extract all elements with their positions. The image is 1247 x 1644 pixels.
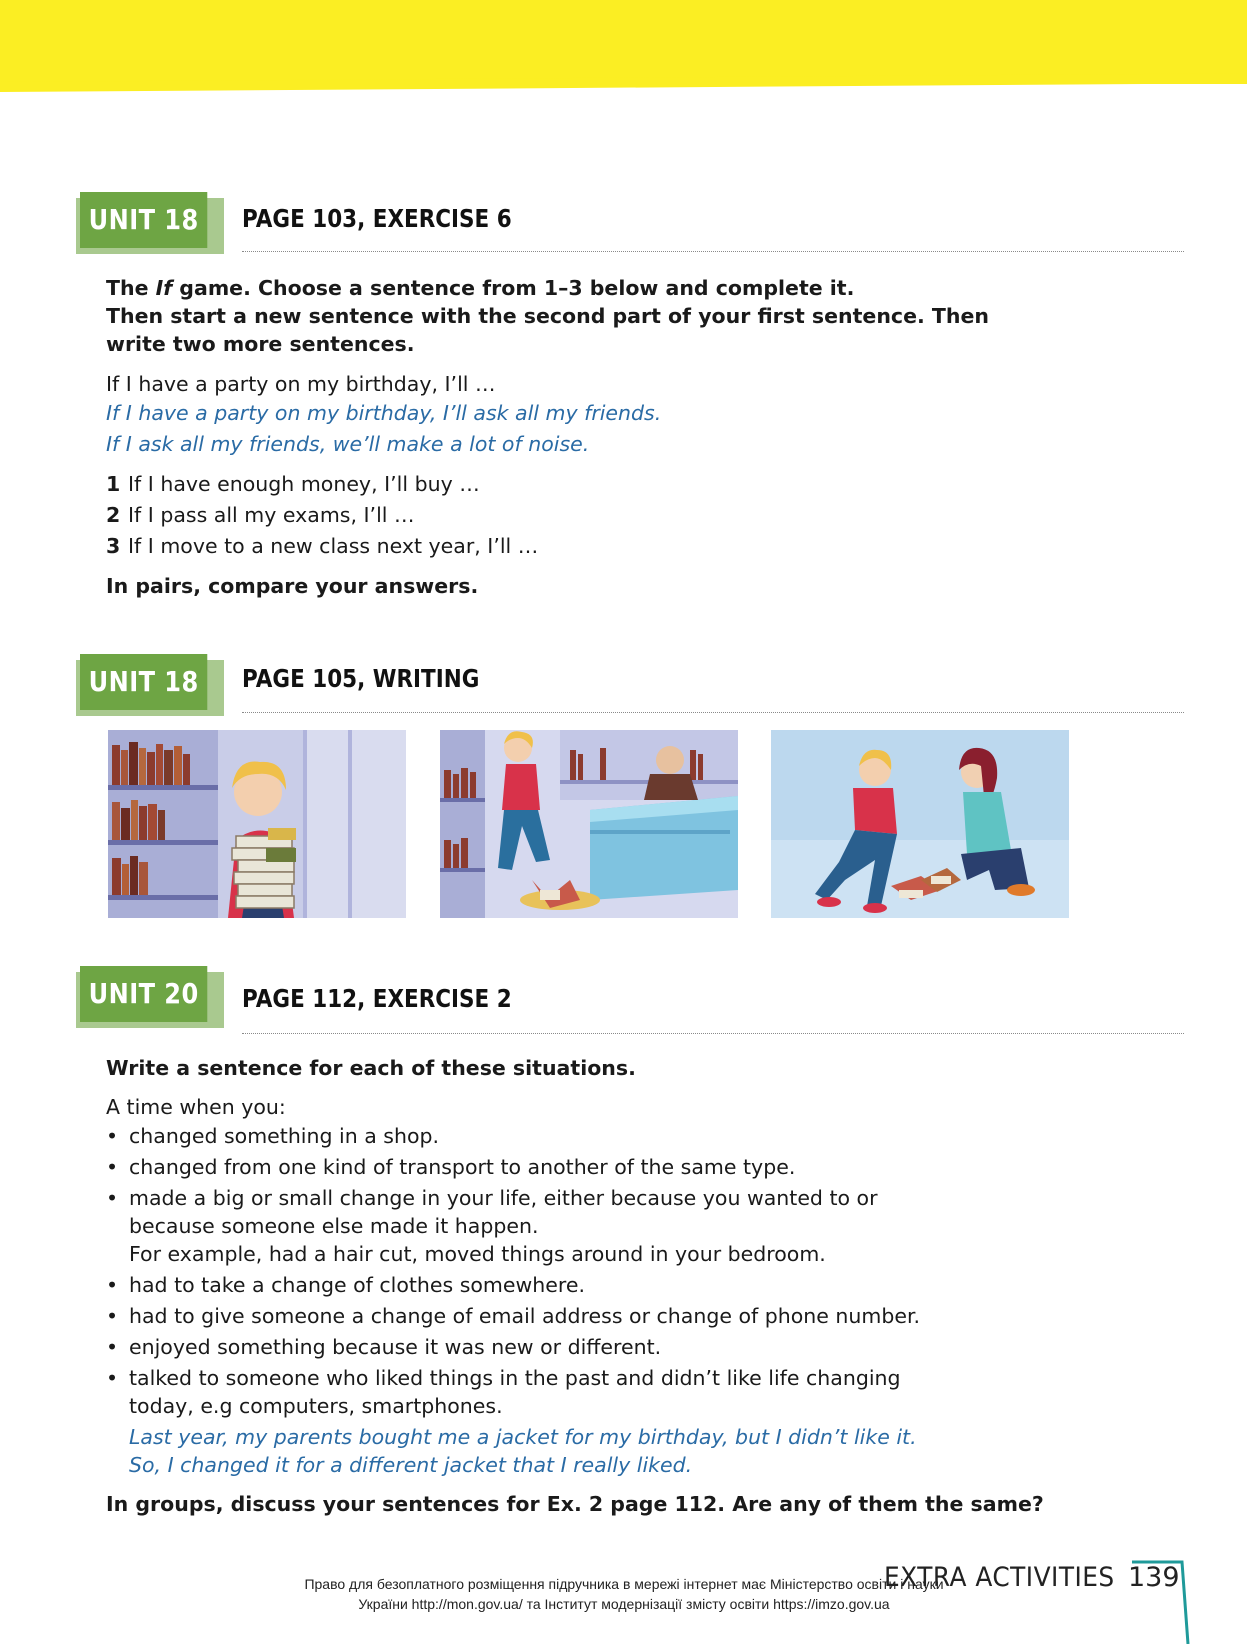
story-picture-1 [108,730,406,918]
section-title-1: PAGE 103, EXERCISE 6 [242,204,512,233]
prompt-sentence: If I have a party on my birthday, I’ll … [106,372,496,396]
story-picture-2 [440,730,738,918]
exercise-instruction-line-1: The If game. Choose a sentence from 1–3 below and complete it. [106,276,855,300]
title-rule-1 [242,251,1184,252]
unit-label: UNIT 18 [80,654,207,710]
section-title-2: PAGE 105, WRITING [242,664,480,693]
title-rule-3 [242,1033,1184,1034]
unit-label: UNIT 18 [80,192,207,248]
copyright-line-1: Право для безоплатного розміщення підручника в мережі інтернет має Міністерство освіти і науки [304,1576,944,1592]
group-discussion-instruction: In groups, discuss your sentences for Ex. 2 page 112. Are any of them the same? [106,1492,1044,1516]
exercise-instruction-line-3: write two more sentences. [106,332,415,356]
pair-work-instruction: In pairs, compare your answers. [106,574,479,598]
unit-tab-2 [80,654,228,710]
copyright-notice [254,1574,994,1614]
numbered-item: 3 If I move to a new class next year, I’ll … [106,534,539,558]
section-title-3: PAGE 112, EXERCISE 2 [242,984,512,1013]
page-corner-marker [1130,1560,1190,1644]
example-answer: If I ask all my friends, we’ll make a lot of noise. [106,432,590,456]
page-number: 139 [1128,1562,1180,1593]
numbered-item: 1 If I have enough money, I’ll buy … [106,472,480,496]
unit-tab-1 [80,192,228,248]
exercise-instruction-line-2: Then start a new sentence with the second part of your first sentence. Then [106,304,989,328]
list-intro: A time when you: [106,1095,286,1119]
numbered-item: 2 If I pass all my exams, I’ll … [106,503,415,527]
story-picture-3 [771,730,1069,918]
top-color-band [0,0,1247,84]
example-answer: If I have a party on my birthday, I’ll ask all my friends. [106,401,662,425]
copyright-line-2: України http://mon.gov.ua/ та Інститут модернізації змісту освіти https://imzo.gov.ua [358,1596,890,1612]
exercise-instruction: Write a sentence for each of these situations. [106,1056,636,1080]
section-label: EXTRA ACTIVITIES [884,1562,1115,1593]
title-rule-2 [242,712,1184,713]
unit-tab-3 [80,966,228,1022]
unit-label: UNIT 20 [80,966,207,1022]
